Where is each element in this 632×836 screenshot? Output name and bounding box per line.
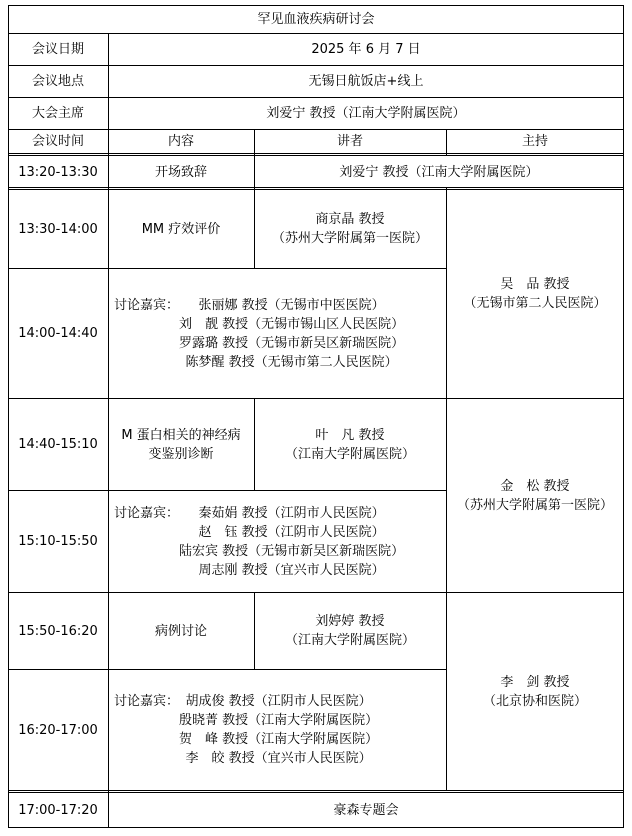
discussion-lead: 讨论嘉宾： [114, 505, 180, 521]
host-affiliation: （北京协和医院） [482, 693, 587, 709]
opening-content: 开场致辞 [154, 164, 207, 180]
session-content-line: M 蛋白相关的神经病 [121, 427, 241, 443]
agenda-title: 罕见血液疾病研讨会 [257, 11, 375, 27]
discussion-guests [114, 491, 446, 592]
session-speaker [254, 593, 446, 669]
host-affiliation: （无锡市第二人民医院） [463, 296, 607, 311]
host-block [446, 399, 624, 592]
header-time: 会议时间 [31, 134, 84, 149]
header-speaker: 讲者 [336, 134, 363, 149]
session-time: 14:40-15:10 [18, 437, 98, 452]
discussion-time: 16:20-17:00 [18, 722, 98, 738]
session-content-line: 病例讨论 [154, 623, 207, 639]
speaker-name: 商京晶 教授 [315, 212, 385, 227]
guest-line: 罗露璐 教授（无锡市新吴区新瑞医院） [179, 335, 405, 351]
discussion-guests [114, 670, 446, 790]
host-block [446, 190, 624, 398]
session-content [108, 593, 254, 669]
session-content [108, 399, 254, 490]
opening-time: 13:20-13:30 [18, 164, 98, 180]
session-speaker [254, 190, 446, 268]
speaker-affiliation: （江南大学附属医院） [284, 446, 415, 462]
meta-label-date: 会议日期 [31, 41, 84, 57]
discussion-time: 14:00-14:40 [18, 326, 98, 341]
opening-speaker: 刘爱宁 教授（江南大学附属医院） [339, 164, 539, 180]
speaker-affiliation: （江南大学附属医院） [284, 633, 415, 648]
host-affiliation: （苏州大学附属第一医院） [456, 497, 613, 513]
guest-line: 胡成俊 教授（江阴市人民医院） [185, 694, 372, 709]
meta-label-venue: 会议地点 [31, 73, 84, 89]
session-content-line: 变鉴别诊断 [148, 446, 214, 462]
speaker-name: 刘婷婷 教授 [315, 614, 385, 629]
meta-value-date: 2025 年 6 月 7 日 [311, 41, 421, 57]
meta-label-chair: 大会主席 [31, 105, 84, 121]
discussion-time: 15:10-15:50 [18, 534, 98, 549]
session-content-line: MM 疗效评价 [141, 221, 221, 237]
guest-line: 张丽娜 教授（无锡市中医医院） [198, 297, 385, 313]
guest-line: 贺 峰 教授（江南大学附属医院） [179, 732, 379, 747]
session-time: 15:50-16:20 [18, 623, 98, 639]
closing-time: 17:00-17:20 [18, 802, 98, 818]
session-content [108, 190, 254, 268]
meta-value-venue: 无锡日航饭店+线上 [308, 73, 424, 89]
header-host: 主持 [521, 134, 548, 149]
discussion-lead: 讨论嘉宾： [114, 694, 180, 709]
host-name: 金 松 教授 [500, 478, 570, 494]
speaker-name: 叶 凡 教授 [315, 427, 385, 443]
guest-line: 陆宏宾 教授（无锡市新吴区新瑞医院） [179, 543, 405, 559]
agenda-table [8, 5, 624, 828]
meta-value-chair: 刘爱宁 教授（江南大学附属医院） [266, 105, 466, 121]
guest-line: 赵 钰 教授（江阴市人民医院） [198, 524, 385, 540]
speaker-affiliation: （苏州大学附属第一医院） [271, 231, 428, 246]
guest-line: 殷晓菁 教授（江南大学附属医院） [179, 713, 379, 728]
session-speaker [254, 399, 446, 490]
guest-line: 秦茹娟 教授（江阴市人民医院） [198, 505, 385, 521]
host-block [446, 593, 624, 790]
guest-line: 李 皎 教授（宜兴市人民医院） [185, 751, 372, 766]
guest-line: 周志刚 教授（宜兴市人民医院） [198, 562, 385, 578]
header-content: 内容 [167, 134, 194, 149]
guest-line: 陈梦醒 教授（无锡市第二人民医院） [185, 354, 398, 370]
closing-content: 豪森专题会 [333, 802, 399, 818]
discussion-guests [114, 269, 446, 398]
host-name: 吴 品 教授 [500, 277, 570, 292]
table-border-bottom [8, 827, 624, 828]
guest-line: 刘 靓 教授（无锡市锡山区人民医院） [179, 316, 405, 332]
host-name: 李 剑 教授 [500, 674, 570, 690]
session-time: 13:30-14:00 [18, 221, 98, 237]
discussion-lead: 讨论嘉宾： [114, 297, 180, 313]
